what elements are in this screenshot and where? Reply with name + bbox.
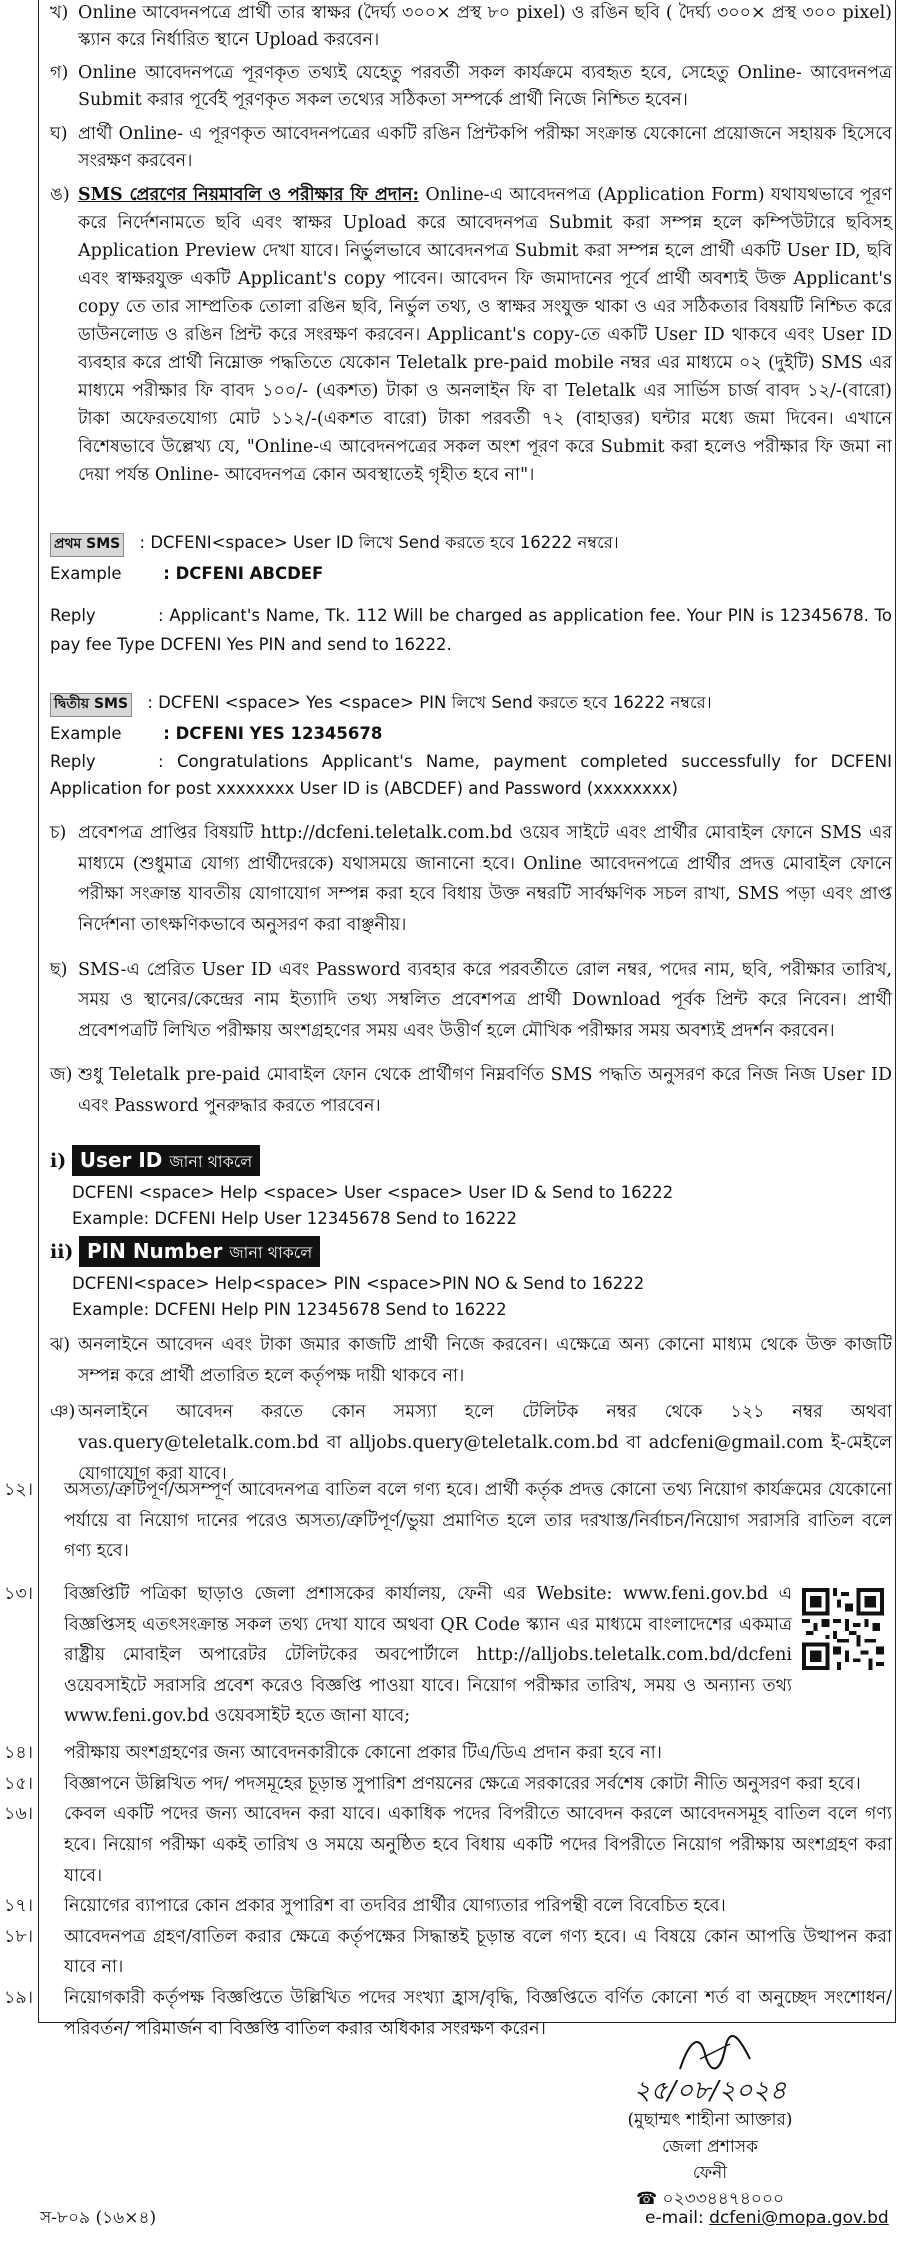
item-text: নিয়োগকারী কর্তৃপক্ষ বিজ্ঞপ্তিতে উল্লিখিত পদের সংখ্যা হ্রাস/বৃদ্ধি, বিজ্ঞপ্তিতে বর্ণিত কোনো শর্ত বা অনুচ্ছেদ সংশোধন/ পরিবর্তন/ পরিমার্জন বা বিজ্ঞপ্তি বাতিল করার অধিকার সংরক্ষণ করেন। — [64, 1988, 892, 2039]
item-number: ১২। — [4, 1480, 33, 1500]
recover-example: Example: DCFENI Help User 12345678 Send to 16222 — [72, 1209, 518, 1228]
sms1-example-label: Example — [50, 563, 122, 583]
sms1-instruction: : DCFENI<space> User ID লিখে Send করতে হবে 16222 নম্বরে। — [139, 533, 619, 552]
item-number: ১৬। — [4, 1804, 33, 1825]
recover-heading — [79, 1236, 320, 1267]
sms1-reply-label: Reply — [50, 606, 96, 626]
para-label: ছ) — [50, 959, 68, 980]
after-paragraphs — [50, 1330, 892, 1495]
item-text: বিজ্ঞপ্তিটি পত্রিকা ছাড়াও জেলা প্রশাসকের কার্যালয়, ফেনী এর Website: www.feni.gov.bd এ বিজ্ঞপ্তিসহ এতৎসংক্রান্ত সকল তথ্য দেখা যাবে অথবা QR Code স্ক্যান এর মাধ্যমে বাংলাদেশের একমাত্র রাষ্ট্রীয় মোবাইল অপারেটর টেলিটকের অবপোর্টালে http://alljobs.teletalk.com.bd/dcfeni ওয়েবসাইটে সরাসরি প্রবেশ করেও বিজ্ঞপ্তি পাওয়া যাবে। নিয়োগ পরীক্ষার তারিখ, সময় ও অন্যান্য তথ্য www.feni.gov.bd ওয়েবসাইট হতে জানা যাবে; — [64, 1583, 792, 1727]
para-label: ঙ) — [50, 184, 70, 205]
sms1-example: : DCFENI ABCDEF — [163, 563, 324, 583]
item-text: নিয়োগের ব্যাপারে কোন প্রকার সুপারিশ বা তদবির প্রার্থীর যোগ্যতার পরিপন্থী বলে বিবেচিত হবে। — [64, 1896, 726, 1917]
recover-line: DCFENI<space> Help<space> PIN <space>PIN NO & Send to 16222 — [72, 1274, 645, 1293]
item-number: ১৪। — [4, 1743, 33, 1763]
item-number: ১৩। — [4, 1583, 33, 1604]
sms1-example-row — [50, 561, 892, 587]
para-jha — [50, 1330, 892, 1391]
recover-roman: ii) — [50, 1240, 74, 1263]
sms-block-1 — [50, 530, 892, 660]
recover-heading-text: User ID — [79, 1148, 163, 1172]
para-chha — [50, 955, 892, 1047]
recover-user-id — [50, 1145, 892, 1232]
sms1-line — [50, 530, 892, 557]
para-text: Online আবেদনপত্রে পূরণকৃত তথ্যই যেহেতু পরবর্তী সকল কার্যক্রমে ব্যবহৃত হবে, সেহেতু Online- আবেদনপত্র Submit করার পূর্বেই পূরণকৃত সকল তথ্যের সঠিকতা সম্পর্কে প্রার্থী নিজে নিশ্চিত হবেন। — [78, 63, 892, 111]
recover-example: Example: DCFENI Help PIN 12345678 Send to 16222 — [72, 1299, 507, 1319]
sms2-reply-row — [50, 748, 892, 802]
para-cha — [50, 818, 892, 941]
email-label: e-mail: — [645, 2208, 704, 2228]
sms-rules-heading: SMS প্রেরণের নিয়মাবলি ও পরীক্ষার ফি প্রদান: — [78, 184, 420, 205]
signature-scribble — [670, 2029, 760, 2079]
footer-email-row — [645, 2205, 889, 2231]
numbered-items — [4, 1475, 892, 2044]
qr-code[interactable] — [802, 1588, 884, 1670]
signatory-name: (মুছাম্মৎ শাহীনা আক্তার) — [627, 2110, 793, 2131]
para-text: অনলাইনে আবেদন এবং টাকা জমার কাজটি প্রার্থী নিজে করবেন। এক্ষেত্রে অন্য কোনো মাধ্যম থেকে উক্ত কাজটি সম্পন্ন করে প্রার্থী প্রতারিত হলে কর্তৃপক্ষ দায়ী থাকবে না। — [78, 1335, 892, 1386]
signatory-place: ফেনী — [692, 2162, 728, 2183]
item-number: ১৮। — [4, 1926, 33, 1947]
para-label: ঞ) — [50, 1402, 76, 1423]
para-label: খ) — [50, 3, 69, 23]
sms1-reply: : Applicant's Name, Tk. 112 Will be charged as application fee. Your PIN is 12345678. To pay fee Type DCFENI Yes PIN and send to 16222. — [50, 606, 892, 655]
item-18 — [4, 1922, 892, 1983]
recover-heading-small: জানা থাকলে — [229, 1242, 313, 1262]
para-text: প্রবেশপত্র প্রাপ্তির বিষয়টি http://dcfeni.teletalk.com.bd ওয়েব সাইটে এবং প্রার্থীর মোবাইল ফোনে SMS এর মাধ্যমে (শুধুমাত্র যোগ্য প্রার্থীদেরকে) যথাসময়ে জানানো হবে। Online আবেদনপত্রে প্রার্থীর প্রদত্ত মোবাইল ফোনে পরীক্ষা সংক্রান্ত যাবতীয় যোগাযোগ সম্পন্ন করা হবে বিধায় উক্ত নম্বরটি সার্বক্ষণিক সচল রাখা, SMS পড়া এবং প্রাপ্ত নির্দেশনা তাৎক্ষণিকভাবে অনুসরণ করা বাঞ্ছনীয়। — [78, 823, 892, 935]
mid-paragraphs — [50, 818, 892, 1128]
sms2-example-label: Example — [50, 723, 122, 743]
item-12 — [4, 1475, 892, 1567]
para-text: SMS-এ প্রেরিত User ID এবং Password ব্যবহার করে পরবর্তীতে রোল নম্বর, পদের নাম, ছবি, পরীক্ষার তারিখ, সময় ও স্থানের/কেন্দ্রের নাম ইত্যাদি তথ্য সম্বলিত প্রবেশপত্র প্রার্থী Download পূর্বক প্রিন্ট করে নিবেন। প্রার্থী প্রবেশপত্রটি লিখিত পরীক্ষায় অংশগ্রহণের সময় এবং উত্তীর্ণ হলে মৌখিক পরীক্ষার সময় অবশ্যই প্রদর্শন করবেন। — [78, 959, 892, 1041]
item-13 — [4, 1579, 892, 1732]
para-text: শুধু Teletalk pre-paid মোবাইল ফোন থেকে প্রার্থীগণ নিম্নবর্ণিত SMS পদ্ধতি অনুসরণ করে নিজ নিজ User ID এবং Password পুনরুদ্ধার করতে পারবেন। — [78, 1065, 892, 1116]
para-text: Online আবেদনপত্রে প্রার্থী তার স্বাক্ষর (দৈর্ঘ্য ৩০০× প্রস্থ ৮০ pixel) ও রঙিন ছবি ( দৈর্ঘ্য ৩০০× প্রস্থ ৩০০ pixel) স্ক্যান করে নির্ধারিত স্থানে Upload করবেন। — [78, 3, 892, 51]
sms1-reply-row — [50, 602, 892, 660]
para-label: ঘ) — [50, 123, 68, 144]
sms2-reply-label: Reply — [50, 752, 96, 772]
para-ja — [50, 1060, 892, 1121]
item-number: ১৯। — [4, 1988, 33, 2008]
publication-code: স-৮০৯ (১৬×৪) — [40, 2208, 157, 2228]
para-text: Online-এ আবেদনপত্র (Application Form) যথাযথভাবে পূরণ করে নির্দেশনামতে ছবি এবং স্বাক্ষর Upload করে আবেদনপত্র Submit করা সম্পন্ন হলে কম্পিউটারে ছবিসহ Application Preview দেখা যাবে। নির্ভুলভাবে আবেদনপত্র Submit করা সম্পন্ন হলে প্রার্থী একটি User ID, ছবি এবং স্বাক্ষরযুক্ত একটি Applicant's copy পাবেন। আবেদন ফি জমাদানের পূর্বে প্রার্থী অবশ্যই উক্ত Applicant's copy তে তার সাম্প্রতিক তোলা রঙিন ছবি, নির্ভুল তথ্য, ও স্বাক্ষর সংযুক্ত থাকা ও এর সঠিকতার বিষয়টি নিশ্চিত করে ডাউনলোড ও রঙিন প্রিন্ট করে সংরক্ষণ করবেন। Applicant's copy-তে একটি User ID থাকবে এবং User ID ব্যবহার করে প্রার্থী নিম্নোক্ত পদ্ধতিতে যেকোন Teletalk pre-paid mobile নম্বর এর মাধ্যমে ০২ (দুইটি) SMS এর মাধ্যমে পরীক্ষার ফি বাবদ ১০০/- (একশত) টাকা ও অনলাইন ফি বা Teletalk এর সার্ভিস চার্জ বাবদ ১২/-(বারো) টাকা অফেরতযোগ্য মোট ১১২/-(একশত বারো) টাকা পরবর্তী ৭২ (বাহাত্তর) ঘন্টার মধ্যে জমা দিবেন। এখানে বিশেষভাবে উল্লেখ্য যে, "Online-এ আবেদনপত্রের সকল অংশ পূরণ করে Submit করা হলেও পরীক্ষার ফি জমা না দেয়া পর্যন্ত Online- আবেদনপত্র কোন অবস্থাতেই গৃহীত হবে না"। — [78, 184, 892, 485]
para-label: জ) — [50, 1065, 73, 1086]
para-kha — [50, 0, 892, 54]
recovery-section — [50, 1145, 892, 1322]
para-label: ঝ) — [50, 1335, 71, 1355]
top-paragraphs — [50, 0, 892, 495]
para-gha — [50, 121, 892, 175]
recover-heading-text: PIN Number — [87, 1238, 223, 1263]
signatory-phone: ০২৩৩৪৪৭৪০০০ — [662, 2189, 785, 2210]
sms2-reply: : Congratulations Applicant's Name, payment completed successfully for DCFENI Application for post xxxxxxxx User ID is (ABCDEF) and Password (xxxxxxxx) — [50, 752, 892, 799]
sms2-example-row — [50, 721, 892, 747]
recover-line: DCFENI <space> Help <space> User <space> User ID & Send to 16222 — [72, 1183, 674, 1203]
signature-date: ২৫/০৮/২০২৪ — [633, 2076, 787, 2106]
sms2-instruction: : DCFENI <space> Yes <space> PIN লিখে Send করতে হবে 16222 নম্বরে। — [147, 693, 712, 712]
para-label: চ) — [50, 823, 67, 843]
recover-roman: i) — [50, 1150, 67, 1172]
signatory-designation: জেলা প্রশাসক — [662, 2136, 758, 2157]
item-text: বিজ্ঞাপনে উল্লিখিত পদ/ পদসমূহের চূড়ান্ত সুপারিশ প্রণয়নের ক্ষেত্রে সরকারের সর্বশেষ কোটা নীতি অনুসরণ করা হবে। — [64, 1773, 861, 1794]
recover-heading — [72, 1145, 260, 1176]
sms2-example: : DCFENI YES 12345678 — [163, 723, 383, 743]
item-text: অসত্য/ত্রুটিপূর্ণ/অসম্পূর্ণ আবেদনপত্র বাতিল বলে গণ্য হবে। প্রার্থী কর্তৃক প্রদত্ত কোনো তথ্য নিয়োগ কার্যক্রমের যেকোনো পর্যায়ে বা নিয়োগ দানের পরেও অসত্য/ত্রুটিপূর্ণ/ভুয়া প্রমাণিত হলে তার দরখাস্ত/নির্বাচন/নিয়োগ সরাসরি বাতিল বলে গণ্য হবে। — [64, 1480, 892, 1562]
recover-pin — [50, 1236, 892, 1323]
email-link[interactable]: dcfeni@mopa.gov.bd — [709, 2208, 889, 2228]
item-17 — [4, 1891, 892, 1922]
para-label: গ) — [50, 63, 69, 84]
item-text: পরীক্ষায় অংশগ্রহণের জন্য আবেদনকারীকে কোনো প্রকার টিএ/ডিএ প্রদান করা হবে না। — [64, 1743, 662, 1763]
para-umo — [50, 181, 892, 489]
item-text: আবেদনপত্র গ্রহণ/বাতিল করার ক্ষেত্রে কর্তৃপক্ষের সিদ্ধান্তই চূড়ান্ত বলে গণ্য হবে। এ বিষয়ে কোন আপত্তি উত্থাপন করা যাবে না। — [64, 1926, 892, 1978]
sms1-badge: প্রথম SMS — [50, 533, 124, 557]
signature-block — [560, 2035, 860, 2213]
para-text: প্রার্থী Online- এ পূরণকৃত আবেদনপত্রের একটি রঙিন প্রিন্টকপি পরীক্ষা সংক্রান্ত যেকোনো প্রয়োজনে সহায়ক হিসেবে সংরক্ষণ করবেন। — [78, 123, 892, 171]
sms2-line — [50, 690, 892, 717]
para-ga — [50, 60, 892, 114]
item-14 — [4, 1738, 892, 1769]
item-number: ১৭। — [4, 1896, 33, 1917]
phone-icon: ☎ — [635, 2189, 658, 2210]
sms-block-2 — [50, 690, 892, 803]
item-text: কেবল একটি পদের জন্য আবেদন করা যাবে। একাধিক পদের বিপরীতে আবেদন করলে আবেদনসমূহ বাতিল বলে গণ্য হবে। নিয়োগ পরীক্ষা একই তারিখ ও সময়ে অনুষ্ঠিত হবে বিধায় একটি পদের বিপরীতে নিয়োগ পরীক্ষায় অংশগ্রহণ করা যাবে। — [64, 1804, 892, 1886]
sms2-badge: দ্বিতীয় SMS — [50, 693, 132, 717]
recover-heading-small: জানা থাকলে — [169, 1152, 253, 1171]
para-text: অনলাইনে আবেদন করতে কোন সমস্যা হলে টেলিটক নম্বর থেকে ১২১ নম্বর অথবা vas.query@teletalk.com.bd বা alljobs.query@teletalk.com.bd বা adcfeni@gmail.com ই-মেইলে যোগাযোগ করা যাবে। — [78, 1402, 892, 1484]
item-15 — [4, 1769, 892, 1800]
item-number: ১৫। — [4, 1773, 33, 1794]
item-16 — [4, 1799, 892, 1891]
